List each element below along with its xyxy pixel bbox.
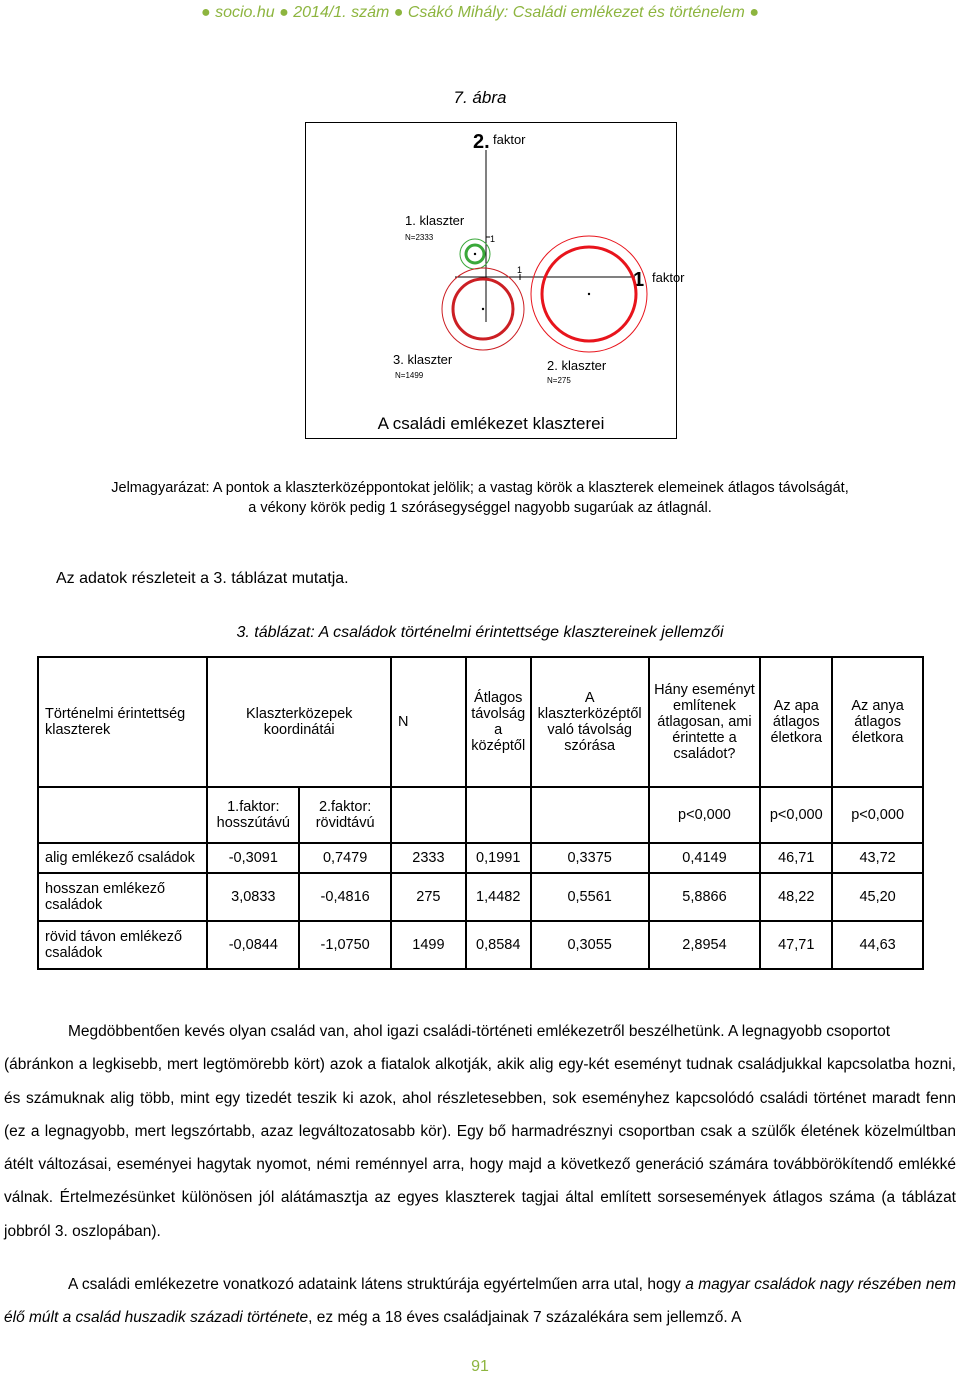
cell-f2: -0,4816 (299, 873, 391, 921)
figure-legend (60, 478, 900, 518)
cell-f1: 3,0833 (207, 873, 299, 921)
cell-sd: 0,5561 (531, 873, 649, 921)
cell-events: 2,8954 (649, 921, 761, 969)
cell-events: 0,4149 (649, 843, 761, 873)
header-n: N (391, 657, 466, 787)
p-value-events: p<0,000 (649, 787, 761, 843)
paragraph-1-rest: (ábránkon a legkisebb, mert legtömörebb kört) azok a fiatalok alkotják, akik alig egy-két eseményt tudnak családjukkal kapcsolatba hozni, és számuknak alig több, mint egy tizedét teszik ki azok, ahol részletesebben, sok eseményhez kapcsolódó családi történet maradt fenn (ez a legnagyobb, mert legszórtabb, azaz legváltozatosabb kör). Egy bő harmadrésznyi csoportban csak a szülők életének közelmúltban átélt változásai, eseményei hagytak nyomot, némi reménnyel arra, hogy majd a következő generáció számára továbbörökítendő emlékké válnak. Értelmezésünket különösen jól alátámasztja az egyes klaszterek tagjai által említett sorsesemények átlagos száma (a táblázat jobbról 3. oszlopában). (4, 1056, 956, 1240)
axis1-word: faktor (652, 270, 685, 285)
cluster3-label: 3. klaszter (393, 352, 453, 367)
running-header: ● socio.hu ● 2014/1. szám ● Csákó Mihály: Családi emlékezet és történelem ● (200, 4, 759, 21)
paragraph-2-text-a: A családi emlékezetre vonatkozó adataink látens struktúrája egyértelműen arra utal, hogy (68, 1276, 686, 1293)
figure-title: A családi emlékezet klaszterei (377, 414, 605, 433)
cell-f2: -1,0750 (299, 921, 391, 969)
paragraph-1 (4, 1015, 956, 1248)
empty-cell (38, 787, 207, 843)
row-name: hosszan emlékező családok (38, 873, 207, 921)
axis2-number: 2. (473, 131, 490, 153)
cluster2-label: 2. klaszter (547, 358, 607, 373)
cell-mother: 45,20 (832, 873, 923, 921)
cluster1-label: 1. klaszter (405, 213, 465, 228)
paragraph-2-text-c: , ez még a 18 éves családjainak 7 százalékára sem jellemző. A (308, 1309, 742, 1327)
header-factor2 (299, 787, 391, 843)
intro-text: Az adatok részleteit a 3. táblázat mutatja. (56, 570, 349, 587)
cluster-figure (305, 122, 685, 439)
cell-mother: 43,72 (832, 843, 923, 873)
page-number: 91 (471, 1358, 489, 1375)
cell-sd: 0,3375 (531, 843, 649, 873)
p-value-father: p<0,000 (760, 787, 832, 843)
tick-top-label: 1 (490, 234, 496, 244)
header-mother-age: Az anya átlagos életkora (832, 657, 923, 787)
cell-sd: 0,3055 (531, 921, 649, 969)
figure-label: 7. ábra (453, 88, 507, 107)
p-value-mother: p<0,000 (832, 787, 923, 843)
header-cluster: Történelmi érintettség klaszterek (38, 657, 207, 787)
table-caption: 3. táblázat: A családok történelmi érintettsége klasztereinek jellemzői (236, 624, 724, 641)
cluster3-center (482, 308, 484, 310)
table-row (38, 921, 923, 969)
row-name: alig emlékező családok (38, 843, 207, 873)
cluster1-center (474, 253, 476, 255)
cluster2-center (588, 293, 590, 295)
table-row (38, 843, 923, 873)
axis2-word: faktor (493, 132, 526, 147)
cell-n: 275 (391, 873, 466, 921)
legend-line-2: a vékony körök pedig 1 szórásegységgel nagyobb sugarúak az átlagnál. (248, 500, 712, 516)
cell-avg: 1,4482 (466, 873, 531, 921)
cell-father: 48,22 (760, 873, 832, 921)
paragraph-2-italic: a magyar családok nagy részében nem élő múlt a család huszadik századi története (4, 1276, 956, 1327)
factor2-line1: 2.faktor: (318, 799, 372, 815)
legend-line-1: Jelmagyarázat: A pontok a klaszterközéppontokat jelölik; a vastag körök a klaszterek elemeinek átlagos távolságát, (111, 480, 849, 496)
cell-avg: 0,8584 (466, 921, 531, 969)
cell-n: 2333 (391, 843, 466, 873)
cluster2-n: N=275 (547, 376, 571, 385)
cluster1-n: N=2333 (405, 233, 434, 242)
tick-right-label: 1 (517, 265, 523, 275)
cell-f2: 0,7479 (299, 843, 391, 873)
header-factor1 (207, 787, 299, 843)
factor1-line1: 1.faktor: (227, 799, 280, 815)
cell-mother: 44,63 (832, 921, 923, 969)
cell-avg: 0,1991 (466, 843, 531, 873)
cluster-table (37, 656, 924, 970)
header-father-age: Az apa átlagos életkora (760, 657, 832, 787)
cell-events: 5,8866 (649, 873, 761, 921)
empty-cell (531, 787, 649, 843)
table-row (38, 873, 923, 921)
cell-father: 47,71 (760, 921, 832, 969)
axis1-number: 1 (633, 269, 645, 291)
header-coords: Klaszterközepek koordinátái (207, 657, 391, 787)
cell-f1: -0,0844 (207, 921, 299, 969)
empty-cell (391, 787, 466, 843)
cell-f1: -0,3091 (207, 843, 299, 873)
factor1-line2: hosszútávú (216, 815, 290, 831)
cluster3-n: N=1499 (395, 371, 424, 380)
paragraph-1-line-1: Megdöbbentően kevés olyan család van, ahol igazi családi-történeti emlékezetről beszélhetünk. A legnagyobb csoportot (68, 1023, 891, 1040)
header-avg-dist: Átlagos távolság a középtől (466, 657, 531, 787)
empty-cell (466, 787, 531, 843)
row-name: rövid távon emlékező családok (38, 921, 207, 969)
header-sd: A klaszterközéptől való távolság szórása (531, 657, 649, 787)
factor2-line2: rövidtávú (315, 815, 375, 831)
cell-father: 46,71 (760, 843, 832, 873)
header-events: Hány eseményt említenek átlagosan, ami érintette a családot? (649, 657, 761, 787)
paragraph-2 (4, 1268, 956, 1335)
cell-n: 1499 (391, 921, 466, 969)
